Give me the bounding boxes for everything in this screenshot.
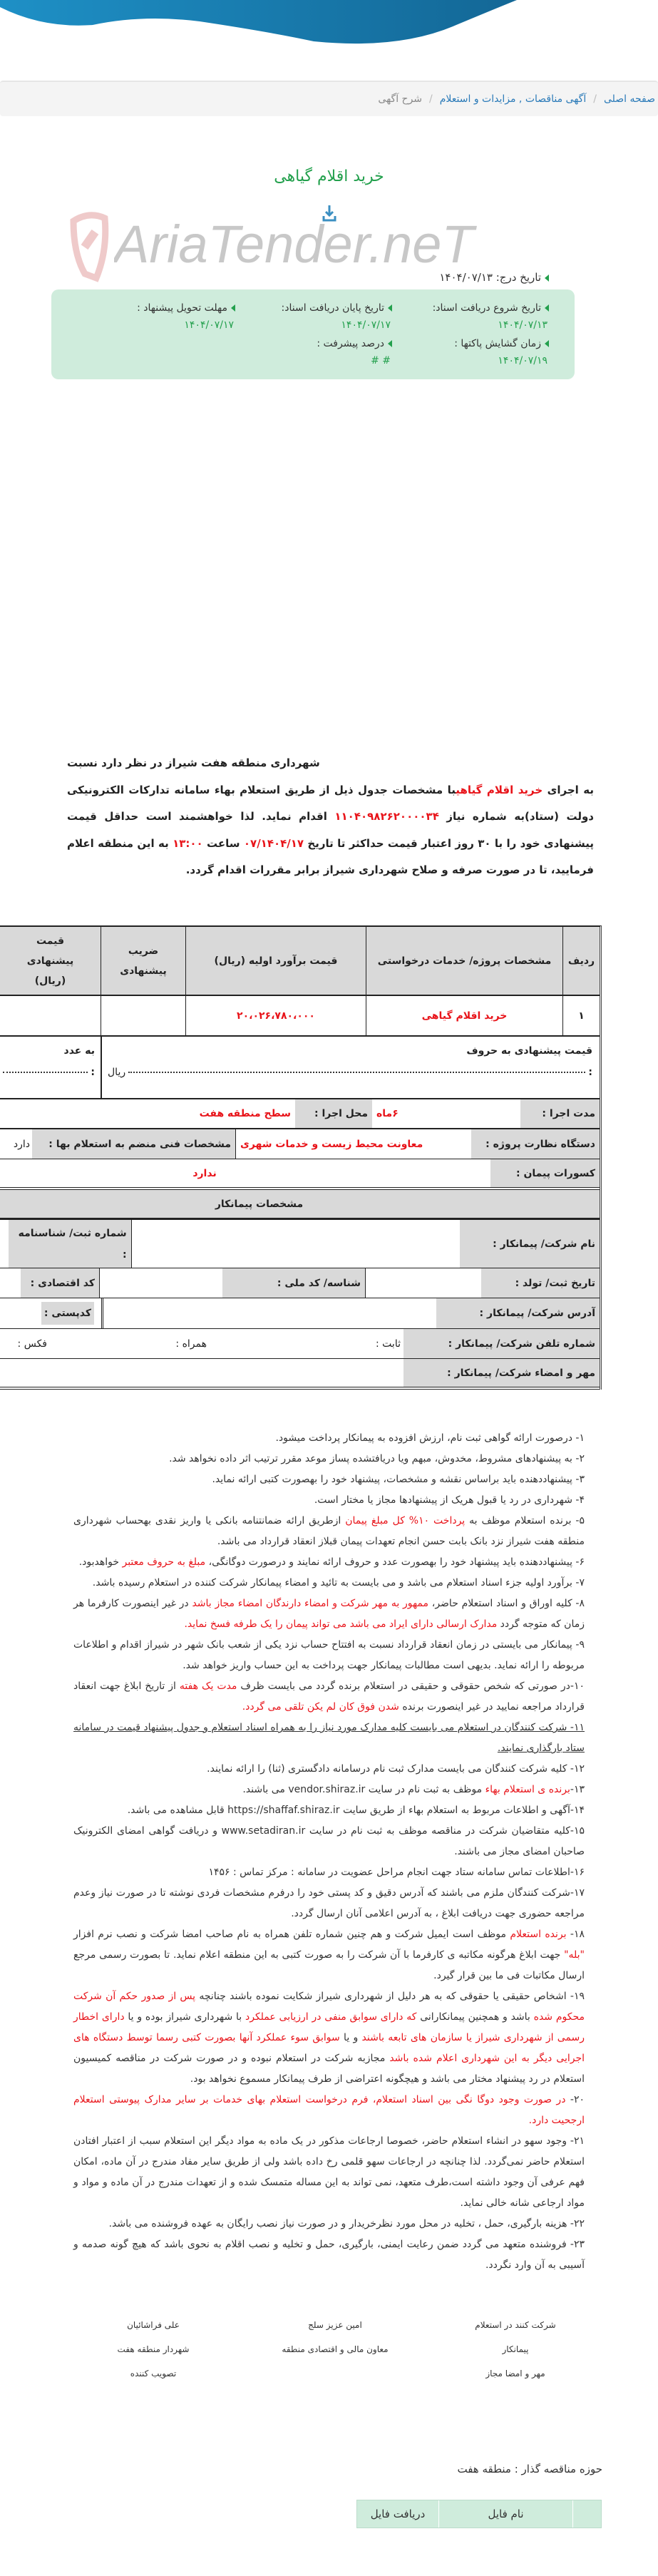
highlighted-text: مبلغ به حروف معتبر bbox=[122, 1556, 206, 1568]
signature-line: تصویب کننده bbox=[130, 2369, 177, 2379]
specs-label: مشخصات فنی منضم به استعلام بها : bbox=[32, 1129, 236, 1159]
postal-field bbox=[0, 1298, 101, 1328]
text-segment: ۳- پیشنهاددهنده باید براساس نقشه و مشخصات، پیشنهاد خود را بهصورت کتبی ارائه نماید. bbox=[212, 1474, 585, 1485]
signature-line: مهر و امضا مجاز bbox=[485, 2369, 545, 2379]
doc-start-label: تاریخ شروع دریافت اسناد: bbox=[432, 302, 541, 314]
text-segment: موظف است ایمیل شرکت و هم چنین شماره تلفن همراه به نام صاحب امضا شرکت و نصب نرم افزار bbox=[73, 1929, 510, 1940]
reg-date-input[interactable] bbox=[365, 1268, 481, 1298]
text-segment: ۱۸- bbox=[566, 1929, 585, 1940]
doc-start-value: ۱۴۰۴/۰۷/۱۳ bbox=[498, 319, 548, 331]
bullet-triangle-icon bbox=[231, 304, 235, 312]
place-value: سطح منطقه هفت bbox=[199, 1108, 291, 1119]
files-col-index bbox=[572, 2500, 601, 2528]
doc-end-label: تاریخ پایان دریافت اسناد: bbox=[281, 302, 384, 314]
signature-deputy bbox=[271, 2320, 399, 2354]
term-item bbox=[73, 2214, 585, 2234]
deadline-date bbox=[71, 302, 235, 331]
intro-paragraph bbox=[67, 777, 594, 884]
term-item bbox=[73, 1573, 585, 1594]
text-segment: در غیر اینصورت کارفرما هر زمان که متوجه گردد bbox=[73, 1598, 585, 1630]
project-name: خرید اقلام گیاهی bbox=[366, 996, 562, 1035]
price-words-row bbox=[0, 1037, 600, 1099]
bullet-triangle-icon bbox=[545, 274, 549, 282]
posted-date-value: ۱۴۰۴/۰۷/۱۳ bbox=[439, 271, 493, 284]
row-number: ۱ bbox=[562, 996, 600, 1035]
term-item bbox=[73, 1780, 585, 1800]
highlighted-text: ممهور به مهر شرکت و امضاء دارندگان امضاء مجاز باشد bbox=[192, 1598, 429, 1609]
header-project: مشخصات پروژه/ خدمات درخواستی bbox=[366, 927, 562, 995]
terms-list bbox=[73, 1428, 585, 2276]
term-item bbox=[73, 1883, 585, 1924]
reg-no-field bbox=[9, 1220, 131, 1268]
breadcrumb-home[interactable]: صفحه اصلی bbox=[603, 93, 655, 105]
signatures bbox=[0, 2320, 658, 2406]
phone-row bbox=[0, 1329, 600, 1359]
text-segment: با مشخصات جدول ذیل از طریق استعلام بهاء سامانه تدارکات الکترونیکی دولت (ستاد)به شماره نیاز bbox=[67, 783, 594, 823]
signature-line: علی فراشائیان bbox=[127, 2320, 180, 2330]
text-segment: ۱۴-آگهی و اطلاعات مربوط به استعلام بهاء از طریق سایت https://shaffaf.shiraz.ir قابل مشاهده می باشد. bbox=[127, 1805, 585, 1816]
text-segment: به اجرای bbox=[543, 783, 594, 796]
bullet-triangle-icon bbox=[388, 304, 392, 312]
progress bbox=[242, 338, 392, 366]
text-segment: ۲۳- فروشنده متعهد می گردد ضمن رعایت ایمنی، بارگیری، حمل و تخلیه و نصب اقلام به نحوی باشد که هیچ گونه صدمه و آسیبی به آن وارد نگردد. bbox=[73, 2239, 585, 2271]
text-segment: ۲۰- bbox=[565, 2094, 585, 2105]
highlighted-text: "بله" bbox=[564, 1949, 585, 1961]
bullet-triangle-icon bbox=[545, 304, 549, 312]
text-segment: ۶- پیشنهاددهنده باید پیشنهاد خود را بهصورت عدد و حروف ارائه نمایند و درصورت دوگانگی، bbox=[205, 1556, 585, 1568]
signature-line: پیمانکار bbox=[502, 2344, 529, 2354]
inquiry-form-table bbox=[0, 925, 602, 1390]
price-words-field[interactable] bbox=[101, 1037, 600, 1098]
text-segment: و یا bbox=[339, 2032, 362, 2043]
text-segment: ۱۳- bbox=[570, 1784, 585, 1795]
table-header-row bbox=[0, 927, 600, 996]
term-item bbox=[73, 1676, 585, 1718]
factor-input[interactable] bbox=[101, 996, 185, 1035]
posted-date-label: تاریخ درج: bbox=[495, 271, 541, 284]
price-digits-field[interactable] bbox=[0, 1037, 101, 1098]
text-segment: ۴- شهرداری در رد یا قبول هریک از پیشنهادها مجاز یا مختار است. bbox=[314, 1494, 585, 1506]
offer-input[interactable] bbox=[0, 996, 101, 1035]
highlighted-text: شدن فوق کان لم یکن تلقی می گردد. bbox=[242, 1701, 399, 1713]
term-item bbox=[73, 1986, 585, 2090]
highlighted-text: برنده استعلام bbox=[510, 1929, 567, 1940]
term-item bbox=[73, 1718, 585, 1759]
supervisor-value: معاونت محیط زیست و خدمات شهری bbox=[240, 1138, 423, 1150]
term-item bbox=[73, 1821, 585, 1862]
doc-end-date bbox=[242, 302, 392, 331]
colon: : bbox=[91, 1067, 95, 1078]
text-segment: مجازبه شرکت در استعلام نبوده و در صورت شرکت در مناقصه کمیسیون استعلام در رد پیشنهاد مختار می باشد و هیچگونه اعتراضی از طرف پیمانکار مسموع نخواهد بود. bbox=[73, 2053, 585, 2085]
duration-row bbox=[0, 1099, 600, 1129]
dotted-line bbox=[128, 1072, 585, 1073]
text-segment: موظف به ثبت نام در سایت vendor.shiraz.ir می باشند. bbox=[242, 1784, 485, 1795]
breadcrumb-current: شرح آگهی bbox=[378, 93, 423, 105]
text-segment: ۱۲- کلیه شرکت کنندگان می بایست مدارک ثبت نام درسامانه دادگستری (ثنا) را ارائه نمایند. bbox=[207, 1763, 585, 1775]
signature-line: معاون مالی و اقتصادی منطقه bbox=[282, 2344, 389, 2354]
watermark-shield-icon bbox=[68, 211, 110, 282]
doc-start-date bbox=[399, 302, 549, 331]
supervisor-row bbox=[0, 1129, 600, 1159]
highlighted-text: ۱۳:۰۰ bbox=[173, 836, 203, 850]
intro-first-line: شهرداری منطقه هفت شیراز در نظر دارد نسبت bbox=[67, 756, 320, 769]
economic-code-input[interactable] bbox=[0, 1268, 21, 1298]
highlighted-text: پس از صدور حکم آن شرکت محکوم شده bbox=[73, 1991, 585, 2023]
highlighted-text: دارای اخطار رسمی از شهرداری شیراز یا سازمان های تابعه باشند bbox=[73, 2011, 585, 2043]
term-item bbox=[73, 1511, 585, 1552]
files-table-header bbox=[356, 2500, 602, 2528]
phone-fields[interactable] bbox=[0, 1329, 403, 1358]
tender-zone: حوزه مناقصه گذار : منطقه هفت bbox=[457, 2463, 602, 2475]
seal-row bbox=[0, 1359, 600, 1390]
text-segment: ۱۰-در صورتی که شخص حقوقی و حقیقی در استعلام برنده گردد می بایست ظرف bbox=[237, 1680, 585, 1692]
address-input[interactable] bbox=[101, 1298, 436, 1328]
term-item bbox=[73, 1862, 585, 1883]
text-segment: به این منطقه اعلام فرمایید، تا در صورت صرفه و صلاح شهرداری شیراز برابر مقررات اقدام گردد. bbox=[67, 836, 594, 876]
landline-label: ثابت : bbox=[376, 1338, 401, 1350]
deadline-value: ۱۴۰۴/۰۷/۱۷ bbox=[184, 319, 234, 331]
text-segment: ساعت bbox=[202, 836, 244, 850]
rial-label: ریال bbox=[108, 1067, 126, 1078]
national-id-input[interactable] bbox=[99, 1268, 222, 1298]
page-title: خرید اقلام گیاهی bbox=[274, 168, 384, 185]
highlighted-text: ۰۷/۱۴۰۴/۱۷ bbox=[243, 836, 304, 850]
table-row bbox=[0, 996, 600, 1037]
text-segment: ۱۷-شرکت کنندگان ملزم می باشند که آدرس دقیق و کد پستی خود را درفرم مشخصات فردی نوشته تا در صورت نیاز وعدم مراجعه حضوری جهت دریافت ابلاغ ، به آدرس اعلامی آنان ارسال گردد. bbox=[73, 1887, 585, 1919]
main-content bbox=[0, 750, 658, 2528]
text-segment: باشد و همچنین پیمانکارانی bbox=[416, 2011, 534, 2023]
text-segment: از تاریخ ابلاغ جهت انعقاد قرارداد مراجعه نمایید در غیر اینصورت برنده bbox=[73, 1680, 585, 1713]
reg-no-label: شماره ثبت/ شناسنامه bbox=[18, 1227, 127, 1239]
reg-date-label: تاریخ ثبت/ تولد : bbox=[481, 1268, 600, 1298]
deadline-label: مهلت تحویل پیشنهاد : bbox=[137, 302, 227, 314]
contractor-header-row bbox=[0, 1190, 600, 1220]
dotted-line bbox=[3, 1072, 88, 1073]
opening-label: زمان گشایش پاکتها : bbox=[454, 338, 541, 349]
postal-label: کدپستی : bbox=[41, 1302, 94, 1325]
phone-label: شماره تلفن شرکت/ پیمانکار : bbox=[403, 1329, 600, 1358]
price-digits-label: به عدد bbox=[63, 1045, 95, 1057]
term-item bbox=[73, 1924, 585, 1986]
text-segment: ۲۲- هزینه بارگیری، حمل ، تخلیه در محل مورد نظرخریدار و در صورت نیاز نصب رایگان به عهده فروشنده می باشد. bbox=[108, 2218, 585, 2229]
text-segment: ۱۱- شرکت کنندگان در استعلام می بایست کلیه مدارک مورد نیاز را به همراه اسناد استعلام و جدول پیشنهاد قیمت در سامانه ستاد بارگذاری نمایند. bbox=[73, 1722, 585, 1754]
breadcrumb bbox=[0, 81, 658, 116]
breadcrumb-separator: / bbox=[593, 93, 597, 105]
colon: : bbox=[588, 1067, 592, 1078]
company-name-input[interactable] bbox=[131, 1220, 461, 1268]
term-item bbox=[73, 2234, 585, 2276]
duration-value: ۶ماه bbox=[376, 1108, 399, 1119]
watermark-logo bbox=[114, 214, 542, 270]
signature-line: شرکت کنند در استعلام bbox=[475, 2320, 556, 2330]
address-row bbox=[0, 1298, 600, 1329]
signature-mayor bbox=[89, 2320, 217, 2379]
term-item bbox=[73, 1428, 585, 1449]
text-segment: ۲- به پیشنهادهای مشروط، مخدوش، مبهم ویا دریافتشده پساز موعد مقرر ترتیب اثر داده نخواهد شد. bbox=[169, 1453, 585, 1464]
national-id-label: شناسه/ کد ملی : bbox=[222, 1268, 365, 1298]
opening-value: ۱۴۰۴/۰۷/۱۹ bbox=[498, 355, 548, 366]
highlighted-text: که دارای سوابق منفی در ارزیابی عملکرد bbox=[245, 2011, 417, 2023]
place-label: محل اجرا : bbox=[295, 1099, 372, 1128]
highlighted-text: برنده ی استعلام بهاء bbox=[485, 1784, 570, 1795]
term-item bbox=[73, 1759, 585, 1780]
header-row-number: ردیف bbox=[562, 927, 600, 995]
text-segment: ۱- درصورت ارائه گواهی ثبت نام، ارزش افزوده به پیمانکار پرداخت میشود. bbox=[275, 1432, 585, 1444]
term-item bbox=[73, 1635, 585, 1676]
reg-no-input[interactable] bbox=[0, 1220, 9, 1268]
text-segment: خواهدبود. bbox=[78, 1556, 123, 1568]
svg-text:AriaTender.neT: AriaTender.neT bbox=[114, 215, 474, 270]
files-col-download: دریافت فایل bbox=[370, 2508, 426, 2520]
posted-date bbox=[439, 271, 549, 284]
address-label: آدرس شرکت/ پیمانکار : bbox=[436, 1298, 600, 1328]
header-factor: ضریب پیشنهادی bbox=[101, 927, 185, 995]
breadcrumb-separator: / bbox=[429, 93, 433, 105]
deductions-value: ندارد bbox=[192, 1167, 217, 1179]
price-words-label: قیمت پیشنهادی به حروف bbox=[466, 1045, 592, 1057]
header-offer: قیمت پیشنهادی (ریال) bbox=[0, 927, 101, 995]
colon: : bbox=[123, 1248, 127, 1261]
text-segment: ۵- برنده استعلام موظف به bbox=[465, 1515, 585, 1526]
header-estimate: قیمت برآورد اولیه (ریال) bbox=[185, 927, 366, 995]
progress-value: # # bbox=[371, 355, 391, 366]
text-segment: ۱۹- اشخاص حقیقی یا حقوقی که به هر دلیل از شهرداری شیراز شکایت نموده باشند چنانچه bbox=[195, 1991, 585, 2002]
highlighted-text: در صورت وجود دوگا نگی بین اسناد استعلام، فرم درخواست استعلام بهای خدمات بر سایر مدارک پیوستی استعلام ارجحیت دارد. bbox=[73, 2094, 585, 2126]
progress-label: درصد پیشرفت : bbox=[317, 338, 384, 349]
term-item bbox=[73, 1800, 585, 1821]
highlighted-text: خرید اقلام گیاهی bbox=[456, 783, 543, 796]
term-item bbox=[73, 1469, 585, 1490]
text-segment: ۱۶-اطلاعات تماس سامانه ستاد جهت انجام مراحل عضویت در سامانه : مرکز تماس : ۱۴۵۶ bbox=[208, 1867, 585, 1878]
supervisor-label: دستگاه نظارت پروژه : bbox=[471, 1129, 600, 1159]
highlighted-text: ۱۱۰۴۰۹۸۲۶۲۰۰۰۰۳۴ bbox=[334, 810, 439, 823]
deductions-row bbox=[0, 1159, 600, 1190]
term-item bbox=[73, 1552, 585, 1573]
economic-code-label: کد اقتصادی : bbox=[21, 1268, 99, 1298]
highlighted-text: پرداخت ۱۰% کل مبلغ پیمان bbox=[345, 1515, 466, 1526]
intro-text bbox=[67, 750, 594, 914]
opening-date bbox=[399, 338, 549, 366]
signature-contractor bbox=[451, 2320, 580, 2379]
seal-label: مهر و امضاء شرکت/ پیمانکار : bbox=[403, 1359, 600, 1387]
fax-label: فکس : bbox=[17, 1338, 47, 1350]
term-item bbox=[73, 2131, 585, 2214]
text-segment: ازطریق ارائه ضمانتنامه بانکی یا واریز نقدی بهحساب شهرداری منطقه هفت شیراز نزد بانک بابت حسن انجام تعهدات پیمان قبلاز انعقاد قرارداد می باشد. bbox=[73, 1515, 585, 1547]
signature-line: امین عزیز سلج bbox=[308, 2320, 362, 2330]
text-segment: ۷- برآورد اولیه جزء اسناد استعلام می باشد و می بایست به تائید و امضاء پیمانکار شرکت کننده در استعلام رسیده باشد. bbox=[92, 1577, 585, 1589]
signature-line: شهردار منطقه هفت bbox=[117, 2344, 190, 2354]
reg-date-row bbox=[0, 1268, 600, 1298]
text-segment: ۹- پیمانکار می بایستی در زمان انعقاد قرارداد نسبت به افتتاح حساب نزد یکی از شعب بانک شهر در شیراز اقدام و اطلاعات مربوطه را ارائه نماید. بدیهی است مطالبات پیمانکار جهت پرداخت به این حساب واریز خواهد شد. bbox=[73, 1639, 585, 1671]
term-item bbox=[73, 1594, 585, 1635]
duration-label: مدت اجرا : bbox=[520, 1099, 600, 1128]
term-item bbox=[73, 1449, 585, 1469]
highlighted-text: مدت یک هفته bbox=[179, 1680, 237, 1692]
company-name-row bbox=[0, 1220, 600, 1268]
text-segment: با شهرداری شیراز بوده و یا bbox=[124, 2011, 245, 2023]
seal-area[interactable] bbox=[0, 1359, 403, 1387]
deductions-label: کسورات پیمان : bbox=[490, 1159, 600, 1187]
dates-box bbox=[51, 289, 575, 379]
text-segment: جهت ابلاغ هرگونه مکاتبه ی کارفرما با آن شرکت را به صورت کتبی به این منطقه اعلام نماید. تا بصورت رسمی مرجع ارسال مکاتبات فی ما بین قرار گیرد. bbox=[73, 1949, 585, 1981]
text-segment: ۲۱- وجود سهو در انشاء استعلام حاضر، خصوصا ارجاعات مذکور در یک ماده به مواد دیگر این استعلام سبب از اعتبار افتادن استعلام حاضر نمی‌گردد. لذا چنانچه در ارجاعات سهو قلمی رخ داده باشد ولی از طریق سایر مفاد مندرج در آن ماده، امکان فهم عرفی آن وجود داشته است،طرف متعهد، نمی تواند به این مساله متمسک شده و از تعهدات مندرج در آن ماده و مواد و مواد ارجاعی شانه خالی نماید. bbox=[73, 2135, 585, 2209]
specs-value: دارد bbox=[13, 1138, 30, 1150]
term-item bbox=[73, 1490, 585, 1511]
contractor-header: مشخصات پیمانکار bbox=[215, 1198, 304, 1210]
bullet-triangle-icon bbox=[388, 340, 392, 347]
estimate-price: ۲۰،۰۲۶،۷۸۰،۰۰۰ bbox=[185, 996, 366, 1035]
company-name-label: نام شرکت/ پیمانکار : bbox=[460, 1220, 600, 1268]
doc-end-value: ۱۴۰۴/۰۷/۱۷ bbox=[341, 319, 391, 331]
term-item bbox=[73, 2090, 585, 2131]
highlighted-text: مدارک ارسالی دارای ایراد می باشد می تواند پیمان را یک طرفه فسخ نماید. bbox=[184, 1618, 498, 1630]
files-col-name: نام فایل bbox=[438, 2500, 572, 2528]
mobile-label: همراه : bbox=[175, 1338, 207, 1350]
highlighted-text: سوابق سوء عملکرد آنها بصورت کتبی رسما توسط دستگاه های اجرایی دیگر به این شهرداری اعلام شده باشد bbox=[73, 2032, 585, 2064]
breadcrumb-section[interactable]: آگهی مناقصات , مزایدات و استعلام bbox=[439, 93, 587, 105]
text-segment: ۸- کلیه اوراق و اسناد استعلام حاضر، bbox=[428, 1598, 585, 1609]
header-wave-banner bbox=[0, 0, 520, 46]
text-segment: اقدام نماید. لذا خواهشمند است حداقل قیمت پیشنهادی خود را با ۳۰ روز اعتبار قیمت حداکثر تا تاریخ bbox=[67, 810, 595, 850]
bullet-triangle-icon bbox=[545, 340, 549, 347]
text-segment: ۱۵-کلیه متقاضیان شرکت در مناقصه موظف به ثبت نام در سایت www.setadiran.ir و دریافت گواهی امضای الکترونیک صاحبان امضای مجاز می باشند. bbox=[73, 1825, 585, 1857]
